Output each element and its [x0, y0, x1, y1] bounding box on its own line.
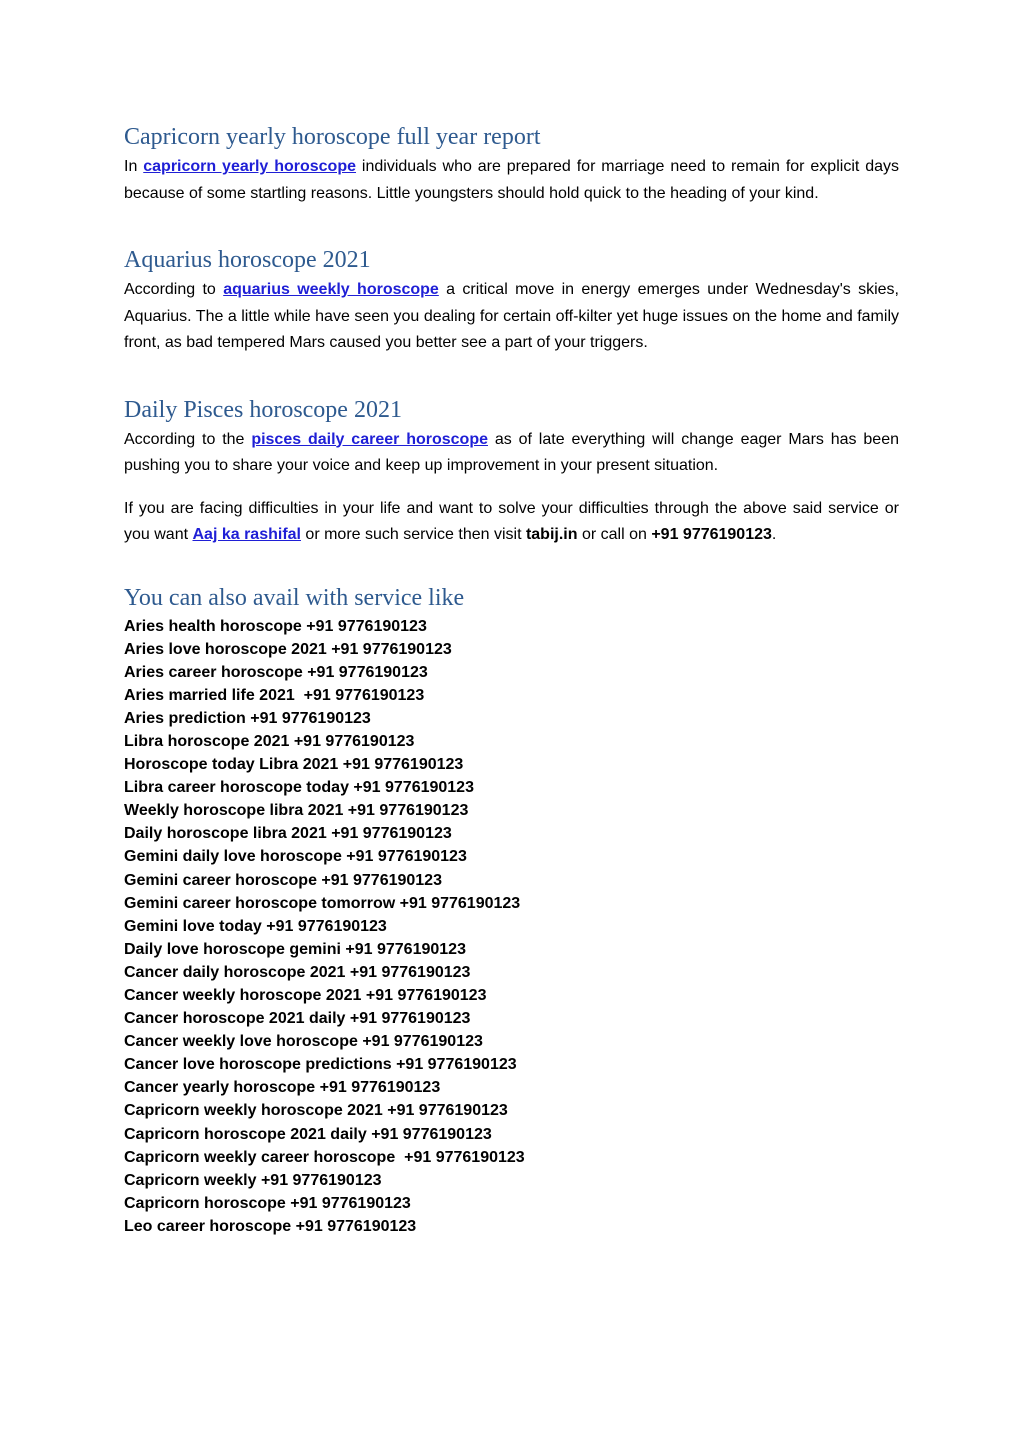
- service-list-item: Gemini career horoscope tomorrow +91 9776190123: [124, 894, 521, 912]
- service-list-item: Weekly horoscope libra 2021 +91 9776190123: [124, 802, 469, 820]
- aaj-ka-rashifal-link[interactable]: Aaj ka rashifal: [192, 526, 301, 543]
- service-list-item: Gemini career horoscope +91 9776190123: [124, 871, 442, 889]
- service-list-item: Aries married life 2021 +91 9776190123: [124, 686, 425, 704]
- section-heading-capricorn: Capricorn yearly horoscope full year report: [124, 124, 541, 150]
- section-heading-aquarius: Aquarius horoscope 2021: [124, 247, 371, 273]
- paragraph-text: In: [124, 158, 144, 175]
- phone-number: +91 9776190123: [651, 526, 772, 543]
- paragraph-text: According to the: [124, 430, 252, 448]
- pisces-daily-career-horoscope-link[interactable]: pisces daily career horoscope: [251, 430, 488, 448]
- service-list-item: Capricorn weekly +91 9776190123: [124, 1171, 382, 1189]
- service-list-item: Cancer weekly love horoscope +91 9776190123: [124, 1033, 483, 1051]
- section-paragraph-aquarius: [124, 277, 899, 357]
- service-list-item: Aries prediction +91 9776190123: [124, 709, 371, 727]
- paragraph-text: According to: [124, 281, 224, 298]
- document-page: [124, 120, 899, 1238]
- service-list-item: Cancer yearly horoscope +91 9776190123: [124, 1079, 441, 1097]
- service-list-item: Daily horoscope libra 2021 +91 9776190123: [124, 825, 452, 843]
- services-list: [124, 615, 899, 1239]
- contact-paragraph: [124, 496, 899, 549]
- service-list-item: Cancer horoscope 2021 daily +91 9776190123: [124, 1010, 471, 1028]
- service-list-item: Capricorn weekly career horoscope +91 9776190123: [124, 1148, 525, 1166]
- service-list-item: Horoscope today Libra 2021 +91 9776190123: [124, 756, 464, 774]
- service-list-item: Libra career horoscope today +91 9776190123: [124, 779, 474, 797]
- service-list-item: Cancer love horoscope predictions +91 9776190123: [124, 1056, 517, 1074]
- paragraph-text: or call on: [577, 526, 652, 543]
- paragraph-text: If you are facing difficulties in your life and want to solve your difficulties through the above said service or you want: [124, 499, 899, 543]
- site-name: tabij.in: [525, 526, 578, 543]
- service-list-item: Cancer weekly horoscope 2021 +91 9776190123: [124, 987, 487, 1004]
- service-list-item: Gemini love today +91 9776190123: [124, 917, 387, 935]
- paragraph-text: or more such service then visit: [300, 526, 526, 543]
- services-heading: You can also avail with service like: [124, 584, 465, 611]
- section-heading-pisces: Daily Pisces horoscope 2021: [124, 396, 402, 423]
- service-list-item: Aries health horoscope +91 9776190123: [124, 617, 427, 635]
- service-list-item: Capricorn horoscope 2021 daily +91 9776190123: [124, 1125, 492, 1143]
- service-list-item: Gemini daily love horoscope +91 9776190123: [124, 848, 467, 866]
- paragraph-text: .: [771, 526, 777, 543]
- service-list-item: Leo career horoscope +91 9776190123: [124, 1217, 417, 1235]
- service-list-item: Libra horoscope 2021 +91 9776190123: [124, 732, 415, 750]
- service-list-item: Capricorn weekly horoscope 2021 +91 9776190123: [124, 1102, 508, 1120]
- service-list-item: Daily love horoscope gemini +91 9776190123: [124, 940, 466, 958]
- section-paragraph-pisces: [124, 427, 899, 480]
- capricorn-yearly-horoscope-link[interactable]: capricorn yearly horoscope: [143, 158, 357, 175]
- paragraph-text: individuals who are prepared for marriage need to remain for explicit days because of some startling reasons. Little youngsters should hold quick to the heading of your kind.: [124, 158, 900, 202]
- section-paragraph-capricorn: [124, 154, 899, 207]
- service-list-item: Aries love horoscope 2021 +91 9776190123: [124, 640, 452, 658]
- service-list-item: Cancer daily horoscope 2021 +91 9776190123: [124, 963, 471, 981]
- service-list-item: Aries career horoscope +91 9776190123: [124, 663, 428, 681]
- service-list-item: Capricorn horoscope +91 9776190123: [124, 1194, 411, 1212]
- aquarius-weekly-horoscope-link[interactable]: aquarius weekly horoscope: [223, 281, 439, 298]
- paragraph-text: as of late everything will change eager Mars has been pushing you to share your voice and keep up improvement in your present situation.: [124, 430, 900, 474]
- paragraph-text: a critical move in energy emerges under Wednesday's skies, Aquarius. The a little while have seen you dealing for certain off-kilter yet huge issues on the home and family front, as bad tempered Mars caused you better see a part of your triggers.: [124, 281, 899, 351]
